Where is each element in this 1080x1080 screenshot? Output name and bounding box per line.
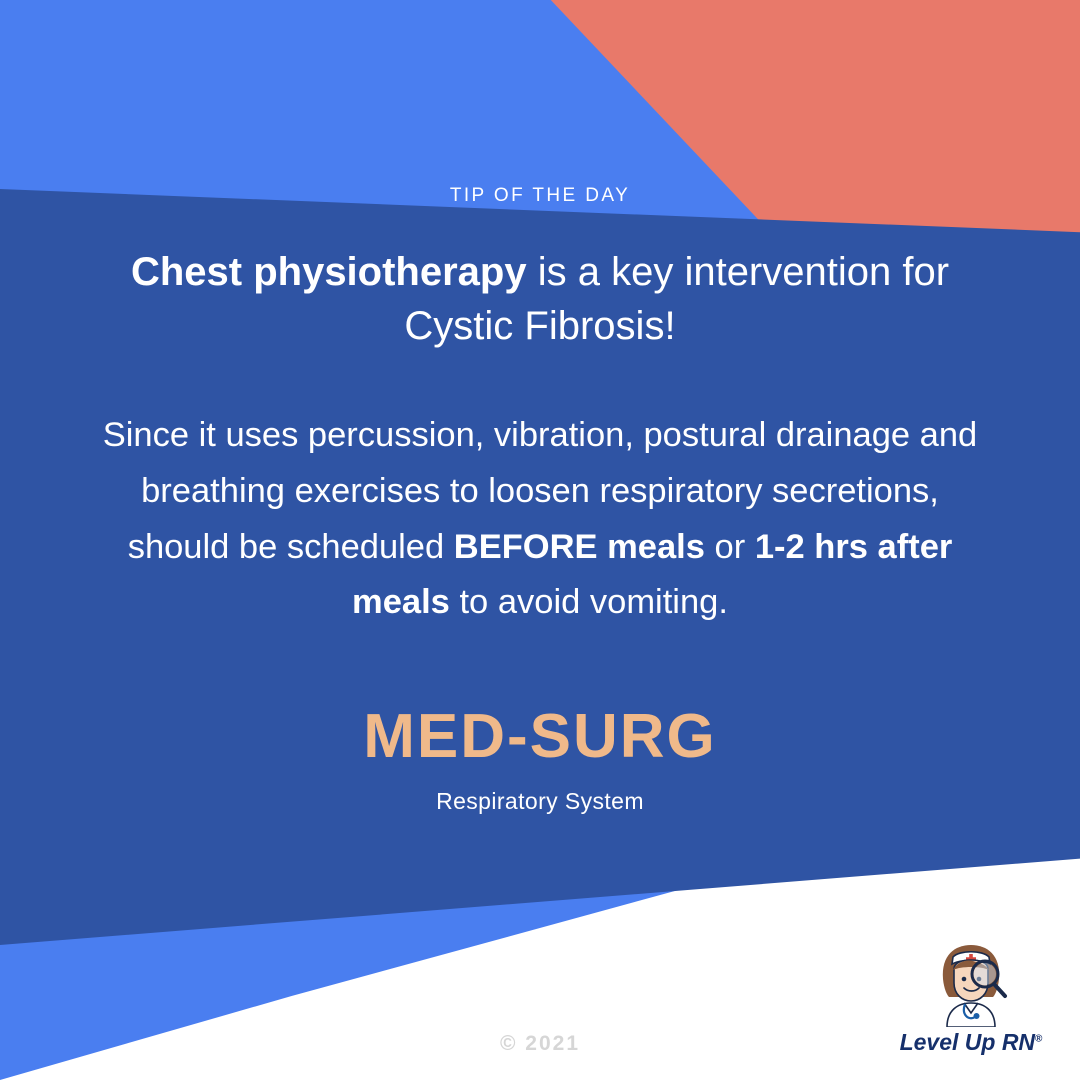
body-text [90,408,990,632]
headline-bold-term: Chest physiotherapy [130,250,527,294]
body-segment-1: Since it uses percussion, vibration, postural drainage and breathing exercises to loosen respiratory secretions, should be scheduled [102,415,978,566]
subcategory-title: Respiratory System [436,788,644,815]
logo-wordmark [900,1029,1043,1056]
logo-wordmark-text: Level Up RN [899,1029,1036,1055]
copyright-text: © 2021 [499,1032,581,1055]
body-segment-2: or [704,527,755,566]
category-title: MED-SURG [363,702,717,772]
body-bold-before-meals: BEFORE meals [453,527,705,566]
headline [80,245,1000,354]
registered-mark: ® [1035,1033,1043,1045]
body-segment-3: to avoid vomiting. [449,583,728,622]
body-bold-after-meals: 1-2 hrs after meals [352,527,953,622]
headline-rest: is a key intervention for Cystic Fibrosis! [404,250,950,349]
brand-logo [896,941,1046,1056]
nurse-avatar-icon [923,941,1019,1027]
eyebrow-label: TIP OF THE DAY [449,185,631,206]
